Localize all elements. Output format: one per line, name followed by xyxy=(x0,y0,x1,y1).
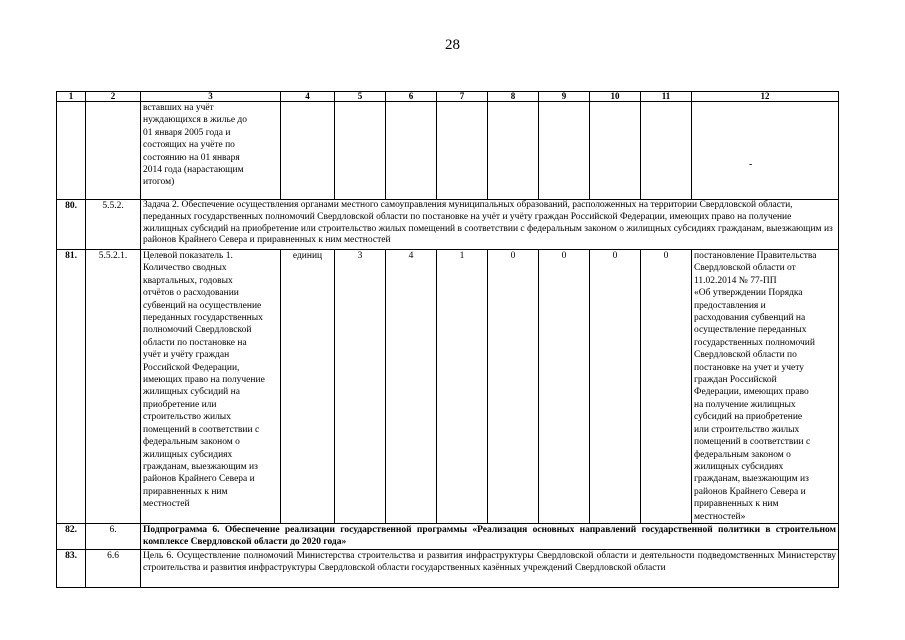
row-number: 82. xyxy=(57,523,86,549)
row-number: 81. xyxy=(57,250,86,524)
subprogram-title: Подпрограмма 6. Обеспечение реализации государственной программы «Реализация основных направлений государственной политики в строительном комплексе Свердловской области до 2020 года» xyxy=(141,523,839,549)
col-header: 10 xyxy=(590,92,641,102)
row-code: 6.6 xyxy=(86,549,141,587)
col-header: 9 xyxy=(539,92,590,102)
indicator-description: Целевой показатель 1. Количество сводных квартальных, годовых отчётов о расходовании субвенций на осуществление переданных государственных полномочий Свердловской области по постановке на учёт и учёту граждан Российской Федерации, имеющих право на получение жилищных субсидий на приобретение или строительство жилых помещений в соответствии с федеральным законом о жилищных субсидиях гражданам, выезжающим из районов Крайнего Севера и приравненных к ним местностей xyxy=(141,250,281,524)
col-header: 4 xyxy=(281,92,335,102)
col-header: 2 xyxy=(86,92,141,102)
column-number-row xyxy=(57,92,839,102)
table-row-83 xyxy=(57,549,839,587)
table-row-continued xyxy=(57,102,839,200)
legal-basis: постановление Правительства Свердловской области от 11.02.2014 № 77-ПП «Об утверждении Порядка предоставления и расходования субвенций на осуществление переданных государственных полномочий Свердловской области по постановке на учет и учету граждан Российской Федерации, имеющих право на получение жилищных субсидий на приобретение или строительство жилых помещений в соответствии с федеральным законом о жилищных субсидиях гражданам, выезжающим из районов Крайнего Севера и приравненных к ним местностей» xyxy=(692,250,839,524)
table-row-82 xyxy=(57,523,839,549)
stray-mark: - xyxy=(749,159,753,170)
value-cell: 1 xyxy=(437,250,488,524)
value-cell: 0 xyxy=(488,250,539,524)
table-row-81 xyxy=(57,250,839,524)
row-number: 83. xyxy=(57,549,86,587)
value-cell: 0 xyxy=(539,250,590,524)
value-cell: 0 xyxy=(641,250,692,524)
col-header: 11 xyxy=(641,92,692,102)
row-number: 80. xyxy=(57,200,86,250)
indicator-text-continued: вставших на учёт нуждающихся в жилье до 01 января 2005 года и состоящих на учёте по состоянию на 01 января 2014 года (нарастающим итогом) xyxy=(141,102,281,200)
col-header: 7 xyxy=(437,92,488,102)
value-cell: 4 xyxy=(386,250,437,524)
value-cell: 3 xyxy=(335,250,386,524)
col-header: 12 xyxy=(692,92,839,102)
table-row-80 xyxy=(57,200,839,250)
task-description: Задача 2. Обеспечение осуществления органами местного самоуправления муниципальных образований, расположенных на территории Свердловской области, переданных государственных полномочий Свердловской области по постановке на учёт и учёту граждан Российской Федерации, имеющих право на получение жилищных субсидий на приобретение или строительство жилых помещений в соответствии с федеральным законом о жилищных субсидиях гражданам, выезжающим из районов Крайнего Севера и приравненных к ним местностей xyxy=(141,200,839,250)
goal-description: Цель 6. Осуществление полномочий Министерства строительства и развития инфраструктуры Свердловской области и деятельности подведомственных Министерству строительства и развития инфраструктуры Свердловской области государственных казённых учреждений Свердловской области xyxy=(141,549,839,587)
value-cell: 0 xyxy=(590,250,641,524)
col-header: 5 xyxy=(335,92,386,102)
page-number: 28 xyxy=(445,37,460,53)
row-code: 5.5.2. xyxy=(86,200,141,250)
indicators-table xyxy=(56,91,839,588)
row-code: 5.5.2.1. xyxy=(86,250,141,524)
row-code: 6. xyxy=(86,523,141,549)
col-header: 8 xyxy=(488,92,539,102)
col-header: 6 xyxy=(386,92,437,102)
col-header: 3 xyxy=(141,92,281,102)
unit-cell: единиц xyxy=(281,250,335,524)
col-header: 1 xyxy=(57,92,86,102)
